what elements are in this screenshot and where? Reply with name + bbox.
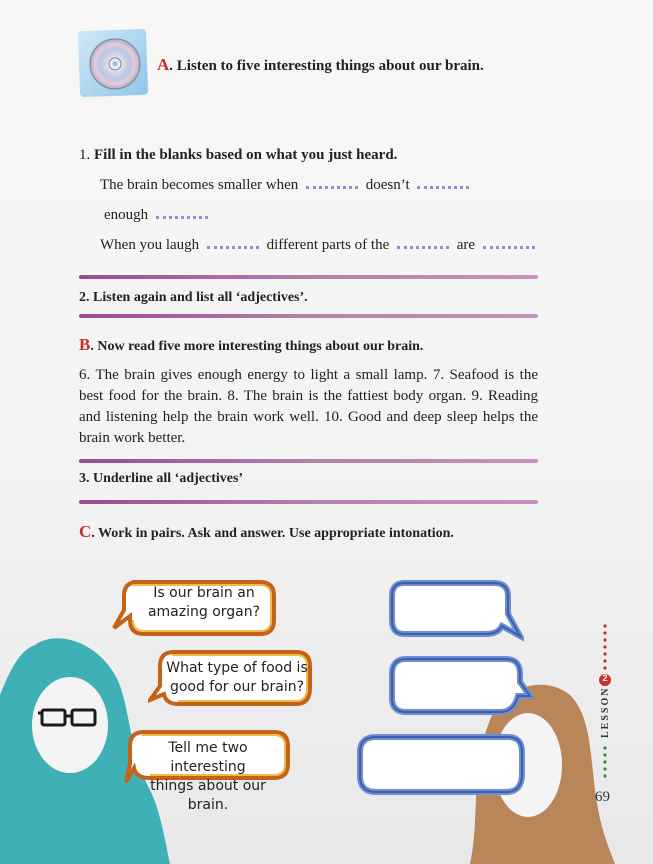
q1-line-2 [104, 205, 212, 226]
q1-instruction [79, 145, 397, 166]
red-dots [603, 624, 606, 669]
section-b-heading [79, 335, 423, 355]
page-number: 69 [595, 789, 610, 805]
bubble-2-line-1: What type of food is [166, 660, 308, 676]
q1-number: 1. [79, 147, 91, 163]
pair-illustration [0, 600, 653, 864]
bubble-3-line-1: Tell me two interesting [168, 740, 248, 775]
empty-bubble-2[interactable] [386, 654, 534, 720]
section-c-heading [79, 522, 454, 542]
divider-3 [79, 459, 538, 463]
section-c-title: . Work in pairs. Ask and answer. Use appropriate intonation. [91, 526, 454, 541]
section-a-heading [157, 55, 484, 75]
section-b-paragraph: 6. The brain gives enough energy to light a small lamp. 7. Seafood is the best food for the brain. 8. The brain is the fattiest body organ. 9. Reading and listening help the brain work well. 10. Good and deep sleep helps the brain work better. [79, 367, 538, 446]
cd-audio-icon [78, 29, 148, 97]
bubble-1-line-2: amazing organ? [147, 604, 261, 620]
blank-6[interactable] [483, 245, 535, 249]
divider-1 [79, 275, 538, 279]
empty-bubble-1[interactable] [386, 578, 524, 642]
blank-3[interactable] [156, 215, 208, 219]
empty-bubble-3[interactable] [352, 732, 530, 800]
q3-heading: 3. Underline all ‘adjectives’ [79, 471, 244, 486]
blank-1[interactable] [306, 185, 358, 189]
bubble-2-line-2: good for our brain? [169, 679, 305, 695]
divider-2 [79, 314, 538, 318]
q1-line1-text-b: doesn’t [365, 177, 410, 193]
blank-4[interactable] [207, 245, 259, 249]
section-a-title: . Listen to five interesting things about our brain. [169, 58, 484, 74]
q1-line-3 [100, 235, 539, 256]
bubble-1-text [140, 584, 268, 622]
bubble-3-text [130, 739, 286, 815]
q1-line3-text-a: When you laugh [100, 237, 200, 253]
q1-line1-text-a: The brain becomes smaller when [100, 177, 299, 193]
lesson-label: LESSON [600, 686, 611, 738]
q1-line-1 [100, 175, 473, 196]
green-dots [603, 746, 606, 777]
divider-4 [79, 500, 538, 504]
q1-title: Fill in the blanks based on what you just heard. [94, 147, 398, 163]
q2-heading: 2. Listen again and list all ‘adjectives’. [79, 290, 308, 305]
section-c-letter: C [79, 522, 92, 541]
q1-line3-text-c: are [456, 237, 476, 253]
bubble-1-line-1: Is our brain an [153, 585, 255, 601]
bubble-3-line-2: things about our brain. [150, 778, 266, 813]
section-b-title: . Now read five more interesting things about our brain. [90, 339, 424, 354]
blank-5[interactable] [397, 245, 449, 249]
bubble-2-text [162, 659, 312, 697]
section-b-letter: B [79, 335, 91, 354]
q1-line3-text-b: different parts of the [266, 237, 390, 253]
section-a-letter: A [157, 55, 170, 74]
q1-line2-text-a: enough [104, 207, 149, 223]
blank-2[interactable] [417, 185, 469, 189]
lesson-number: 2 [602, 673, 608, 683]
